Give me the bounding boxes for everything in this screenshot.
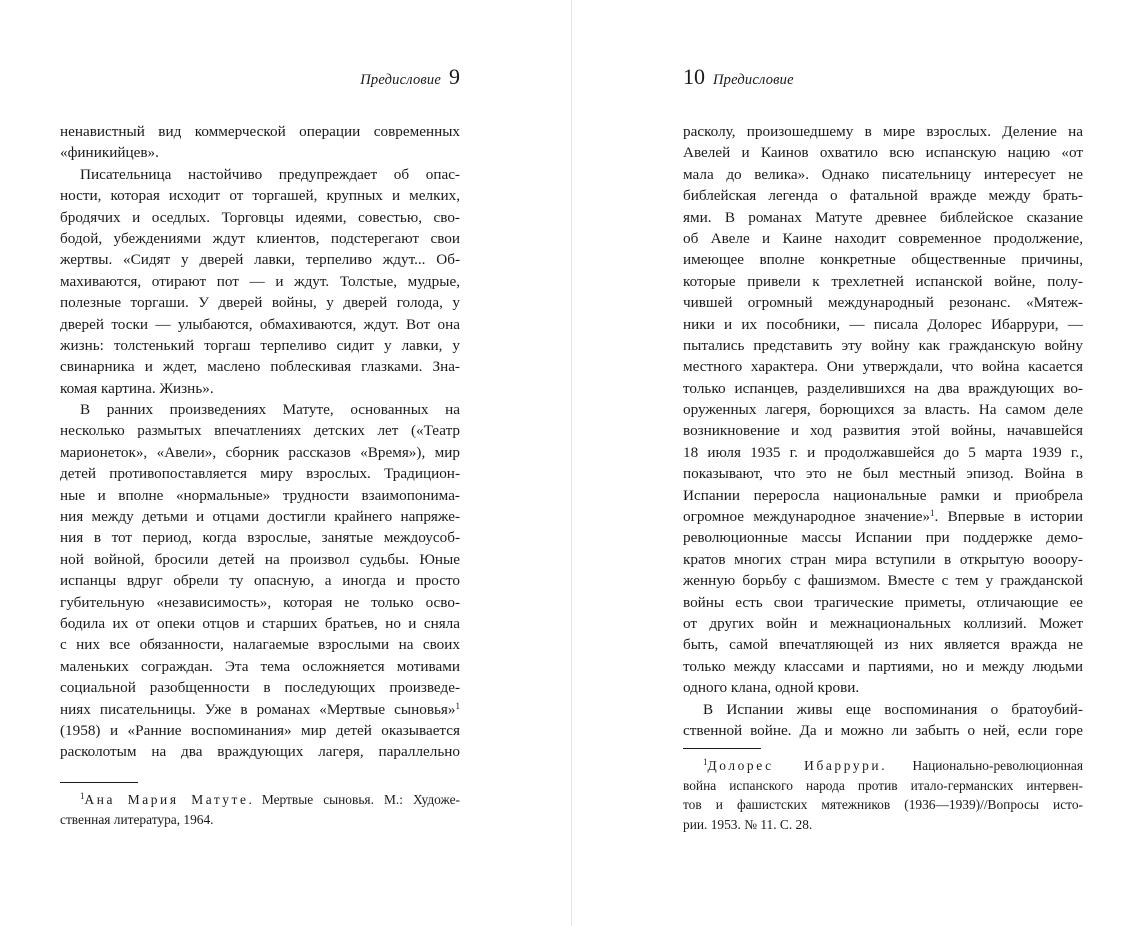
body-line: [60, 699, 460, 720]
body-line: [60, 420, 460, 441]
text-line: которые привели к трехлетней испанской войне, полу-: [683, 272, 1083, 290]
text-line: только между классами и партиями, но и между людьми: [683, 657, 1083, 675]
footnote-marker: 1: [703, 757, 708, 767]
body-line: [683, 335, 1083, 356]
body-line: [683, 142, 1083, 163]
body-line: [683, 249, 1083, 270]
text-line: ности, которая исходит от торгашей, крупных и мелких,: [60, 187, 460, 205]
body-line: [60, 228, 460, 249]
body-line: [683, 442, 1083, 463]
body-line: [60, 677, 460, 698]
text-line: Испании переросла национальные рамки и приобрела: [683, 486, 1083, 504]
body-line: [683, 378, 1083, 399]
body-line: [60, 378, 460, 399]
text-line: об Авеле и Каине находит современное продолжение,: [683, 229, 1083, 247]
body-line: [60, 356, 460, 377]
text-line: от других войн и межнациональных коллизий. Может: [683, 614, 1083, 632]
text-line: пытались представить эту войну как гражданскую войну: [683, 336, 1083, 354]
text-line: ники и их пособники, — писала Долорес Ибаррури, —: [683, 315, 1083, 333]
body-line: [683, 121, 1083, 142]
text-line: женную борьбу с фашизмом. Вместе с тем у гражданской: [683, 572, 1083, 590]
text-line: несколько размытых впечатлениях детских лет («Театр: [60, 422, 460, 440]
body-line: [60, 720, 460, 741]
text-line: имеющее вполне конкретные общественные причины,: [683, 251, 1083, 269]
text-line: тов и фашистских мятежников (1936—1939)//Вопросы исто-: [683, 797, 1083, 813]
body-line: [683, 485, 1083, 506]
text-line: бодой, убеждениями ждут клиентов, подстерегают свои: [60, 229, 460, 247]
body-line: [60, 442, 460, 463]
text-line: бодила их от опеки отцов и старших братьев, но и сняла: [60, 614, 460, 632]
text-line: огромное международное значение»: [683, 508, 931, 526]
body-line: [60, 527, 460, 548]
body-line: [60, 485, 460, 506]
text-line: ями. В романах Матуте древнее библейское сказание: [683, 208, 1083, 226]
text-line: махиваются, отирают пот — и ждут. Толстые, мудрые,: [60, 272, 460, 290]
text-line: марионеток», «Авели», сборник рассказов «Время»), мир: [60, 443, 460, 461]
body-line: [60, 271, 460, 292]
body-line: [60, 335, 460, 356]
body-line: [683, 228, 1083, 249]
text-line: детей противопоставляется миру взрослых. Традицион-: [60, 465, 460, 483]
text-line: оруженных лагеря, борющихся за власть. На самом деле: [683, 401, 1083, 419]
body-line: [60, 121, 460, 142]
text-line: расколу, произошедшему в мире взрослых. Деление на: [683, 123, 1083, 140]
text-line: ния между детьми и отцами достигли крайнего напряже-: [60, 508, 460, 526]
text-line: с них все обязанности, налагаемые взрослыми на своих: [60, 636, 460, 654]
footnote-author: Ана Мария Матуте: [84, 792, 249, 807]
body-line: [683, 527, 1083, 548]
body-line: [683, 506, 1083, 527]
body-line: [60, 549, 460, 570]
text-line: ной войной, бросили детей на произвол судьбы. Юные: [60, 550, 460, 568]
footnote-marker: 1: [80, 791, 85, 801]
body-line: [683, 677, 1083, 698]
footnote-rule: [60, 782, 138, 783]
text-line: ния в тот период, когда взрослые, занятые междоусоб-: [60, 529, 460, 547]
text-line: быть, самой впечатляющей из них является вражда не: [683, 636, 1083, 654]
body-line: [60, 314, 460, 335]
text-line: возникновение и ход развития этой войны, начавшейся: [683, 422, 1083, 440]
text-line: война испанского народа против итало-германских интервен-: [683, 777, 1083, 793]
body-line: [683, 699, 1083, 720]
text-line: местного характера. Они утверждали, что война касается: [683, 358, 1083, 376]
footnote-line: [60, 790, 460, 810]
text-line: расколотым на два враждующих лагеря, параллельно: [60, 743, 460, 761]
body-line: [60, 463, 460, 484]
body-line: [683, 613, 1083, 634]
footnote-rule: [683, 748, 761, 749]
text-line: дверей тоски — улыбаются, обмахиваются, ждут. Вот она: [60, 315, 460, 333]
text-line: ственной войне. Да и можно ли забыть о ней, если горе: [683, 721, 1083, 739]
text-line: комая картина. Жизнь».: [60, 379, 214, 397]
running-title: Предисловие: [360, 72, 441, 88]
text-line: губительную «независимость», которая не только осво-: [60, 593, 460, 611]
text-line: В Испании живы еще воспоминания о братоубий-: [703, 700, 1083, 718]
text-line: ные и вполне «нормальные» трудности взаимопонима-: [60, 486, 460, 504]
footnote-text: . Национально-революционная: [881, 758, 1083, 773]
text-line: Авелей и Каинов охватило всю испанскую нацию «от: [683, 144, 1083, 162]
text-line: Писательница настойчиво предупреждает об опас-: [80, 165, 460, 183]
text-line: бродячих и оседлых. Торговцы идеями, совестью, сво-: [60, 208, 460, 226]
body-line: [60, 207, 460, 228]
text-line: мала до велика». Однако писательницу интересует не: [683, 165, 1083, 183]
right-running-head: [683, 64, 794, 98]
text-line: кратов многих стран мира вступили в открытую вооору-: [683, 550, 1083, 568]
body-line: [60, 292, 460, 313]
text-line: чившей огромный международный резонанс. «Мятеж-: [683, 294, 1083, 312]
body-line: [60, 570, 460, 591]
text-line: жизнь: толстенький торгаш терпеливо сидит у лавки, у: [60, 336, 460, 354]
text-line: «финикийцев».: [60, 144, 159, 162]
body-line: [683, 634, 1083, 655]
body-line: [60, 399, 460, 420]
right-body-text: [683, 121, 1083, 741]
left-footnotes: [60, 790, 460, 829]
running-title: Предисловие: [713, 72, 794, 88]
text-line: ненавистный вид коммерческой операции современных: [60, 123, 460, 140]
text-line-continued: . Впервые в истории: [934, 508, 1083, 526]
body-line: [60, 613, 460, 634]
body-line: [683, 420, 1083, 441]
body-line: [683, 720, 1083, 741]
text-line: одного клана, одной крови.: [683, 679, 860, 697]
page-number: 9: [449, 64, 460, 89]
text-line: 18 июля 1935 г. и продолжавшейся до 5 марта 1939 г.,: [683, 443, 1083, 461]
text-line: ниях писательницы. Уже в романах «Мертвые сыновья»: [60, 700, 456, 718]
body-line: [683, 570, 1083, 591]
body-line: [683, 549, 1083, 570]
footnote-line: [683, 795, 1083, 815]
body-line: [683, 656, 1083, 677]
body-line: [60, 185, 460, 206]
text-line: жертвы. «Сидят у дверей лавки, терпеливо ждут... Об-: [60, 251, 460, 269]
footnote-line: [683, 815, 1083, 835]
text-line: революционные массы Испании при поддержке демо-: [683, 529, 1083, 547]
text-line: только испанцев, разделившихся на два враждующих во-: [683, 379, 1083, 397]
text-line: ственная литература, 1964.: [60, 811, 214, 827]
footnote-line: [683, 776, 1083, 796]
left-running-head: [360, 64, 460, 98]
body-line: [60, 634, 460, 655]
body-line: [683, 592, 1083, 613]
page-number: 10: [683, 64, 705, 89]
body-line: [683, 356, 1083, 377]
text-line: В ранних произведениях Матуте, основанных на: [80, 401, 460, 419]
text-line: рии. 1953. № 11. С. 28.: [683, 816, 813, 832]
body-line: [60, 741, 460, 762]
body-line: [60, 164, 460, 185]
body-line: [60, 656, 460, 677]
body-line: [683, 292, 1083, 313]
body-line: [683, 271, 1083, 292]
footnote-ref: 1: [455, 700, 460, 711]
body-line: [683, 207, 1083, 228]
text-line: библейская легенда о фатальной вражде между брать-: [683, 187, 1083, 205]
text-line: маленьких сограждан. Эта тема осложняется мотивами: [60, 657, 460, 675]
text-line: войны есть свои трагические приметы, отличающие ее: [683, 593, 1083, 611]
body-line: [683, 399, 1083, 420]
text-line: испанцы вдруг обрели ту опасную, а иногда и просто: [60, 572, 460, 590]
text-line: показывают, что это не был местный эпизод. Война в: [683, 465, 1083, 483]
body-line: [683, 314, 1083, 335]
footnote-text: . Мертвые сыновья. М.: Художе-: [248, 792, 460, 807]
footnote-line: [683, 756, 1083, 776]
text-line: полезные торгаши. У дверей войны, у дверей голода, у: [60, 294, 460, 312]
page-gutter: [571, 0, 572, 926]
body-line: [60, 249, 460, 270]
body-line: [60, 592, 460, 613]
body-line: [60, 506, 460, 527]
body-line: [60, 142, 460, 163]
body-line: [683, 164, 1083, 185]
footnote-ref: 1: [930, 508, 935, 519]
footnote-line: [60, 810, 460, 830]
body-line: [683, 463, 1083, 484]
text-line: социальной разобщенности в последующих произведе-: [60, 679, 460, 697]
body-line: [683, 185, 1083, 206]
text-line: свинарника и ждет, маслено поблескивая глазками. Зна-: [60, 358, 460, 376]
right-footnotes: [683, 756, 1083, 834]
footnote-author: Долорес Ибаррури: [707, 758, 882, 773]
left-body-text: [60, 121, 460, 763]
text-line: (1958) и «Ранние воспоминания» мир детей оказывается: [60, 721, 460, 739]
